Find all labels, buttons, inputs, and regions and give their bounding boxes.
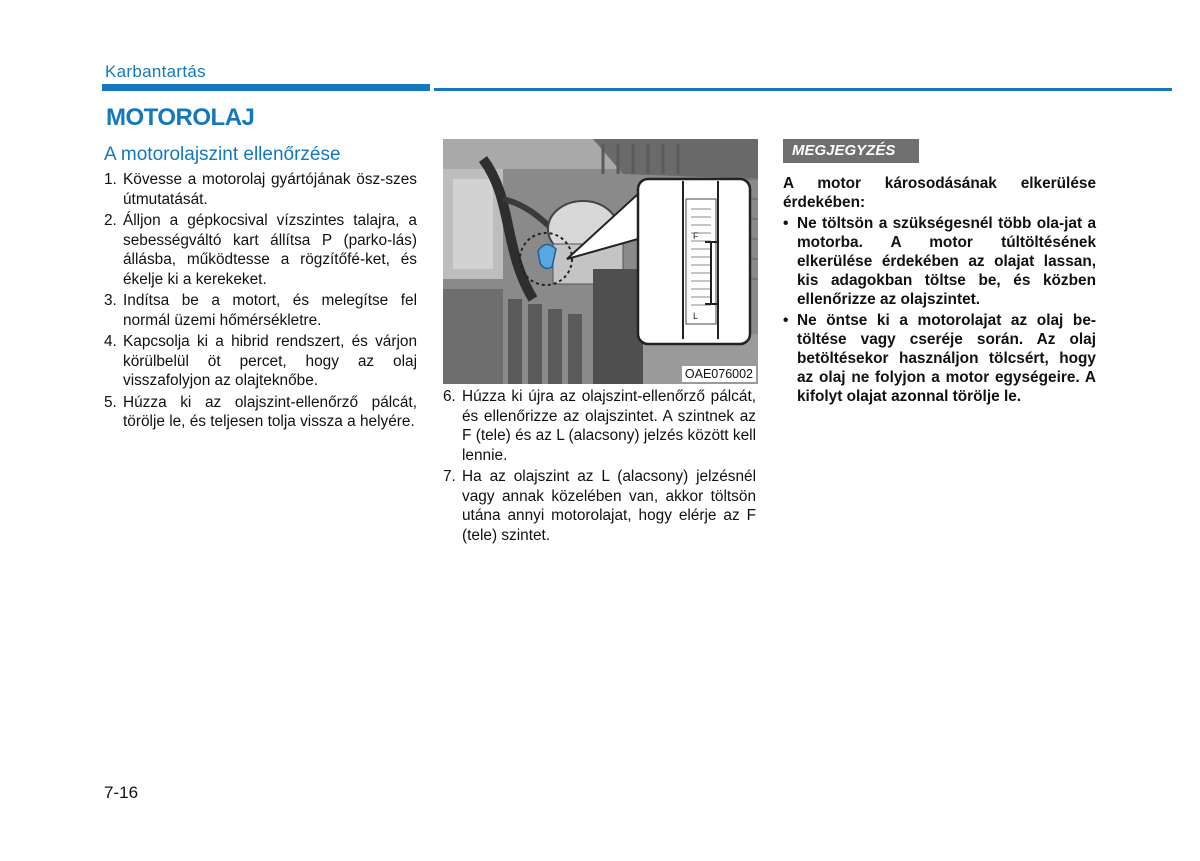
step-number: 1. (104, 171, 117, 188)
step-number: 7. (443, 468, 456, 485)
section-name: Karbantartás (105, 62, 206, 81)
steps-list-6-7 (443, 387, 756, 545)
dipstick-mark-l: L (693, 311, 699, 321)
chapter-title: MOTOROLAJ (106, 104, 255, 131)
steps-list-1-5 (104, 170, 417, 432)
engine-bay-illustration (443, 139, 758, 384)
step-text: Ha az olajszint az L (alacsony) jelzésnél vagy annak közelében van, akkor töltsön utána annyi motorolajat, hogy elérje az F (tele) szintet. (462, 468, 756, 544)
list-item (104, 211, 417, 289)
step-number: 2. (104, 212, 117, 229)
step-text: Indítsa be a motort, és melegítse fel normál üzemi hőmérsékletre. (123, 292, 417, 329)
bullet-icon: • (783, 312, 789, 329)
list-item (783, 311, 1096, 406)
list-item (104, 291, 417, 330)
list-item (104, 332, 417, 391)
header-rule-thick (102, 84, 430, 91)
left-column (104, 170, 417, 434)
header-rule-thin (434, 88, 1172, 91)
step-number: 6. (443, 388, 456, 405)
step-number: 5. (104, 393, 117, 411)
figure-caption: OAE076002 (682, 366, 756, 382)
note-intro: A motor károsodásának elkerülése érdekében: (783, 175, 1096, 211)
step-text: Húzza ki az olajszint-ellenőrző pálcát, törölje le, és teljesen tolja vissza a helyére. (123, 393, 417, 430)
step-text: Álljon a gépkocsival vízszintes talajra, a sebességváltó kart állítsa P (parko-lás) állásba, működtesse a rögzítőfé-ket, és ékelje ki a kerekeket. (123, 212, 417, 288)
bullet-icon: • (783, 215, 789, 232)
bullet-text: Ne töltsön a szükségesnél több ola-jat a motorba. A motor túltöltésének elkerülése érdekében az olajat lassan, kis adagokban töltse be, és közben ellenőrizze az olajszintet. (797, 215, 1096, 308)
note-bullets (783, 214, 1096, 406)
step-number: 3. (104, 292, 117, 309)
list-item (104, 393, 417, 432)
list-item (104, 170, 417, 209)
note-column (783, 174, 1096, 408)
note-badge: MEGJEGYZÉS (783, 139, 919, 163)
engine-dipstick-figure (443, 139, 758, 384)
list-item (783, 214, 1096, 309)
step-text: Kövesse a motorolaj gyártójának ösz-szes útmutatását. (123, 171, 417, 208)
middle-column (443, 387, 756, 547)
subsection-title: A motorolajszint ellenőrzése (104, 144, 341, 165)
bullet-text: Ne öntse ki a motorolajat az olaj be-töltése vagy cseréje során. Az olaj betöltésekor használjon tölcsért, hogy az olaj ne folyjon a motor egységeire. A kifolyt olajat azonnal törölje le. (797, 312, 1096, 405)
list-item (443, 467, 756, 545)
page-number: 7-16 (104, 783, 139, 802)
step-number: 4. (104, 333, 117, 350)
step-text: Kapcsolja ki a hibrid rendszert, és várjon körülbelül öt percet, hogy az olaj visszafolyjon az olajteknőbe. (123, 333, 417, 389)
dipstick-mark-f: F (693, 231, 699, 241)
step-text: Húzza ki újra az olajszint-ellenőrző pálcát, és ellenőrizze az olajszintet. A szintnek az F (tele) és az L (alacsony) jelzés között kell lennie. (462, 388, 756, 464)
list-item (443, 387, 756, 465)
